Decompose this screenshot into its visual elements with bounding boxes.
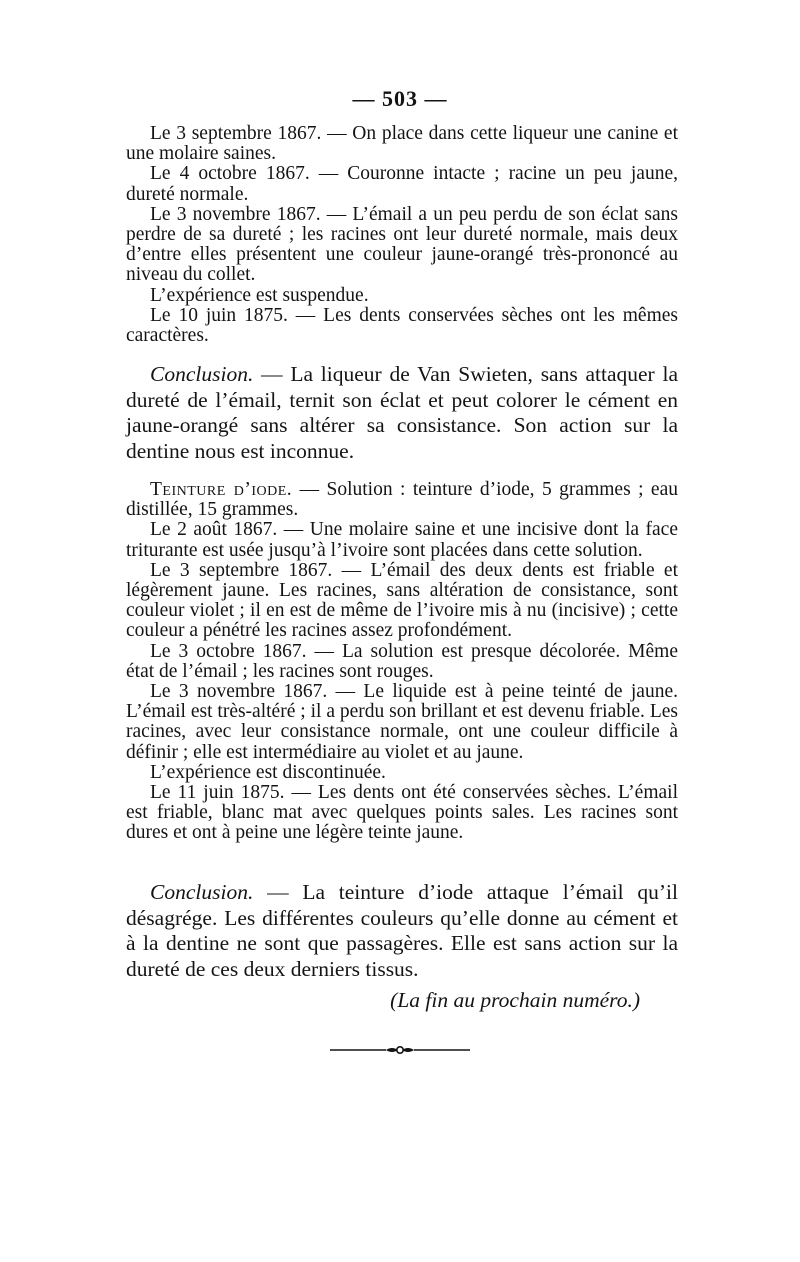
tailpiece-rule-icon <box>330 1044 470 1056</box>
conclusion-label: Conclusion. <box>150 362 254 386</box>
log-entry: Le 3 novembre 1867. — Le liquide est à peine teinté de jaune. L’émail est très-altéré ; il a perdu son brillant et est devenu friable. Les racines, avec leur consistance normale, ont une couleur difficile à définir ; elle est intermédiaire au violet et au jaune. <box>126 681 678 763</box>
log-entry: L’expérience est discontinuée. <box>150 761 386 783</box>
log-entry: Le 3 novembre 1867. — L’émail a un peu perdu de son éclat sans perdre de sa dureté ; les racines ont leur dureté normale, mais deux d’entre elles présentent une couleur jaune-orangé très-prononcé au niveau du collet. <box>126 203 678 286</box>
to-be-continued-note: (La fin au prochain numéro.) <box>390 988 640 1012</box>
conclusion-iodine <box>126 880 678 982</box>
log-entry: Le 3 septembre 1867. — On place dans cette liqueur une canine et une molaire saines. <box>126 123 678 165</box>
page-number: — 503 — <box>352 86 448 111</box>
section-heading-rest: — Solution : teinture d’iode, 5 grammes ; eau distillée, 15 grammes. <box>126 479 678 521</box>
experiment-log-iodine <box>126 480 678 844</box>
conclusion-text: — La liqueur de Van Swieten, sans attaquer la dureté de l’émail, ternit son éclat et peut colorer le cément en jaune-orangé sans altérer sa consistance. Son action sur la dentine nous est inconnue. <box>126 362 678 463</box>
experiment-log-van-swieten <box>126 124 678 346</box>
conclusion-paragraph <box>126 362 678 464</box>
log-entry: Le 3 octobre 1867. — La solution est presque décolorée. Même état de l’émail ; les racines sont rouges. <box>126 640 678 682</box>
log-entry: L’expérience est suspendue. <box>150 284 369 306</box>
log-entry: Le 11 juin 1875. — Les dents ont été conservées sèches. L’émail est friable, blanc mat avec quelques points sales. Les racines sont dures et ont à peine une légère teinte jaune. <box>126 782 678 844</box>
conclusion-paragraph <box>126 880 678 982</box>
log-entry: Le 2 août 1867. — Une molaire saine et une incisive dont la face triturante est usée jusqu’à l’ivoire sont placées dans cette solution. <box>126 519 678 561</box>
log-entry: Le 10 juin 1875. — Les dents conservées sèches ont les mêmes caractères. <box>126 304 678 347</box>
conclusion-van-swieten <box>126 362 678 464</box>
section-heading-paragraph <box>126 480 678 520</box>
log-entry: Le 3 septembre 1867. — L’émail des deux dents est friable et légèrement jaune. Les racines, sans altération de consistance, sont couleur violet ; il en est de même de l’ivoire mis à nu (incisive) ; cette couleur a pénétré les racines assez profondément. <box>126 559 678 642</box>
conclusion-label: Conclusion. <box>150 880 254 904</box>
conclusion-text: — La teinture d’iode attaque l’émail qu’il désagrége. Les différentes couleurs qu’elle donne au cément et à la dentine ne sont que passagères. Elle est sans action sur la dureté de ces deux derniers tissus. <box>126 880 678 981</box>
log-entry: Le 4 octobre 1867. — Couronne intacte ; racine un peu jaune, dureté normale. <box>126 163 678 205</box>
section-heading: Teinture d’iode. <box>150 479 293 500</box>
